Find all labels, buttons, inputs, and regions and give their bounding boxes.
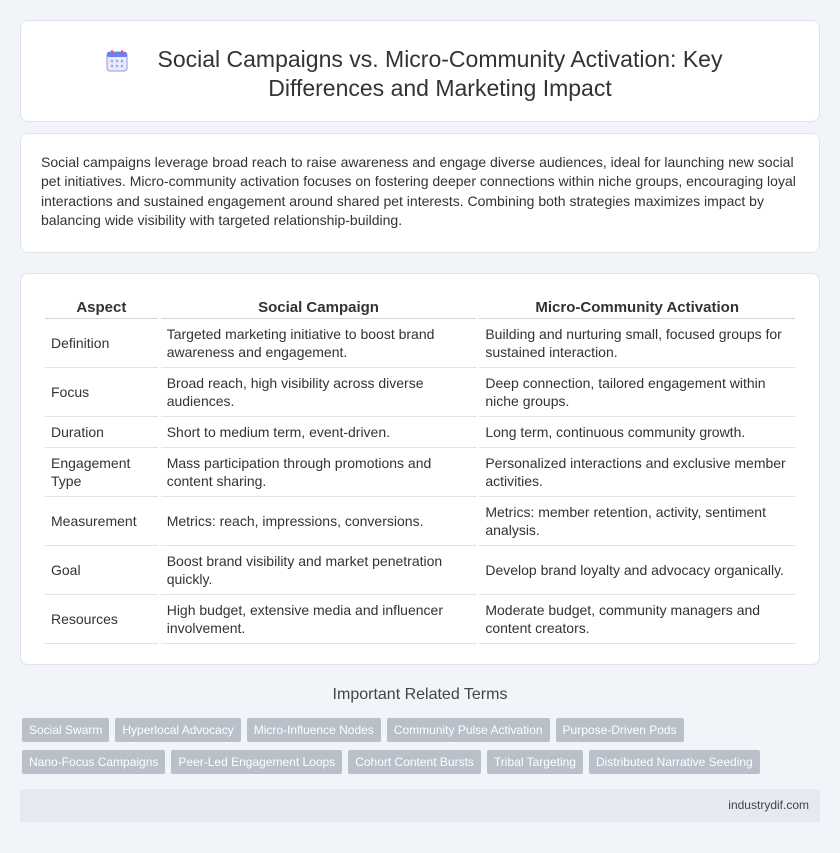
cell-social-campaign: Targeted marketing initiative to boost brand awareness and engagement.	[161, 319, 477, 368]
cell-micro-community: Personalized interactions and exclusive member activities.	[479, 448, 795, 497]
column-header-aspect: Aspect	[45, 295, 158, 319]
table-header-row	[45, 295, 795, 319]
cell-micro-community: Building and nurturing small, focused groups for sustained interaction.	[479, 319, 795, 368]
cell-micro-community: Deep connection, tailored engagement within niche groups.	[479, 368, 795, 417]
cell-aspect: Focus	[45, 368, 158, 417]
cell-micro-community: Moderate budget, community managers and content creators.	[479, 595, 795, 644]
cell-micro-community: Long term, continuous community growth.	[479, 417, 795, 448]
cell-social-campaign: Mass participation through promotions and content sharing.	[161, 448, 477, 497]
table-row	[45, 497, 795, 546]
cell-social-campaign: Metrics: reach, impressions, conversions.	[161, 497, 477, 546]
comparison-table-card	[20, 273, 820, 665]
title-wrap	[21, 45, 819, 103]
tag-tribal-targeting[interactable]: Tribal Targeting	[487, 750, 583, 774]
related-terms-heading: Important Related Terms	[332, 686, 508, 703]
header-card	[20, 20, 820, 122]
tag-social-swarm[interactable]: Social Swarm	[22, 718, 109, 742]
cell-social-campaign: Boost brand visibility and market penetration quickly.	[161, 546, 477, 595]
cell-aspect: Duration	[45, 417, 158, 448]
column-header-social-campaign: Social Campaign	[161, 295, 477, 319]
page-title: Social Campaigns vs. Micro-Community Activation: Key Differences and Marketing Impact	[157, 46, 723, 101]
footer-site-link[interactable]: industrydif.com	[728, 798, 809, 812]
tag-distributed-narrative-seeding[interactable]: Distributed Narrative Seeding	[589, 750, 760, 774]
table-row	[45, 546, 795, 595]
cell-aspect: Resources	[45, 595, 158, 644]
table-row	[45, 417, 795, 448]
cell-aspect: Goal	[45, 546, 158, 595]
cell-micro-community: Develop brand loyalty and advocacy organically.	[479, 546, 795, 595]
column-header-micro-community: Micro-Community Activation	[479, 295, 795, 319]
tag-micro-influence-nodes[interactable]: Micro-Influence Nodes	[247, 718, 381, 742]
cell-social-campaign: High budget, extensive media and influencer involvement.	[161, 595, 477, 644]
table-row	[45, 448, 795, 497]
tag-hyperlocal-advocacy[interactable]: Hyperlocal Advocacy	[115, 718, 240, 742]
intro-card	[20, 133, 820, 253]
tag-peer-led-engagement-loops[interactable]: Peer-Led Engagement Loops	[171, 750, 342, 774]
cell-aspect: Definition	[45, 319, 158, 368]
tag-purpose-driven-pods[interactable]: Purpose-Driven Pods	[556, 718, 684, 742]
cell-aspect: Engagement Type	[45, 448, 158, 497]
footer-bar	[20, 789, 820, 822]
cell-aspect: Measurement	[45, 497, 158, 546]
tag-community-pulse-activation[interactable]: Community Pulse Activation	[387, 718, 550, 742]
comparison-table	[42, 295, 798, 644]
table-row	[45, 595, 795, 644]
tag-row	[22, 718, 822, 742]
cell-social-campaign: Short to medium term, event-driven.	[161, 417, 477, 448]
related-terms-tags	[22, 718, 822, 782]
tag-nano-focus-campaigns[interactable]: Nano-Focus Campaigns	[22, 750, 165, 774]
intro-paragraph: Social campaigns leverage broad reach to raise awareness and engage diverse audiences, ideal for launching new social pet initiatives. Micro-community activation focuses on fostering deeper connections within niche groups, encouraging loyal interactions and sustained engagement around shared pet interests. Combining both strategies maximizes impact by balancing wide visibility with targeted relationship-building.	[41, 154, 796, 228]
table-row	[45, 368, 795, 417]
table-row	[45, 319, 795, 368]
tag-cohort-content-bursts[interactable]: Cohort Content Bursts	[348, 750, 481, 774]
cell-micro-community: Metrics: member retention, activity, sentiment analysis.	[479, 497, 795, 546]
cell-social-campaign: Broad reach, high visibility across diverse audiences.	[161, 368, 477, 417]
tag-row	[22, 750, 822, 774]
calendar-icon	[105, 49, 129, 73]
